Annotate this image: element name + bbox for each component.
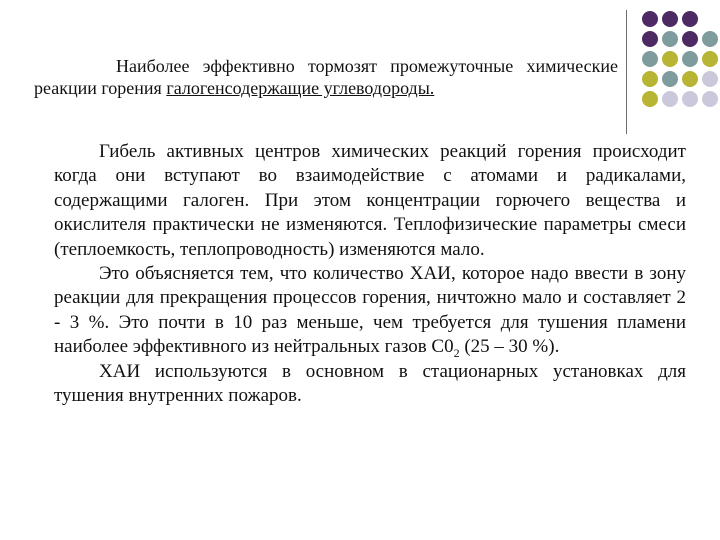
header-statement: [34, 55, 618, 99]
decor-dot: [682, 11, 698, 27]
header-text-underlined: галогенсодержащие углеводороды.: [166, 78, 435, 98]
decor-dot: [682, 51, 698, 67]
header-text-plain: Наиболее эффективно тормозят промежуточные химические реакции горения: [34, 56, 618, 98]
decor-dot: [682, 91, 698, 107]
decor-dot: [682, 31, 698, 47]
decor-dot: [662, 71, 678, 87]
decor-dot: [702, 31, 718, 47]
decor-dot: [642, 51, 658, 67]
paragraph-1: Гибель активных центров химических реакций горения происходит когда они вступают во взаимодействие с атомами и радикалами, содержащими галоген. При этом концентрации горючего вещества и окислителя практически не изменяются. Теплофизические параметры смеси (теплоемкость, теплопроводность) изменяются мало.: [54, 141, 686, 260]
decor-dot: [642, 91, 658, 107]
decor-dot: [682, 71, 698, 87]
decor-dot: [662, 51, 678, 67]
paragraph-2: Это объясняется тем, что количество ХАИ, которое надо ввести в зону реакции для прекращения процессов горения, ничтожно мало и составляет 2 - 3 %. Это почти в 10 раз меньше, чем требуется для тушения пламени наиболее эффективного из нейтральных газов $С0_2$ (25 – 30 %).: [54, 263, 686, 361]
decor-dot: [702, 71, 718, 87]
decor-dot: [642, 31, 658, 47]
decor-dot: [642, 11, 658, 27]
decor-dot: [662, 11, 678, 27]
paragraph-3: ХАИ используются в основном в стационарных установках для тушения внутренних пожаров.: [54, 360, 686, 407]
vertical-divider: [626, 10, 627, 134]
decor-dot: [662, 91, 678, 107]
decor-dot: [702, 91, 718, 107]
decorative-dot-grid: [639, 9, 719, 119]
body-text: [54, 140, 686, 408]
decor-dot: [642, 71, 658, 87]
decor-dot: [662, 31, 678, 47]
decor-dot: [702, 51, 718, 67]
